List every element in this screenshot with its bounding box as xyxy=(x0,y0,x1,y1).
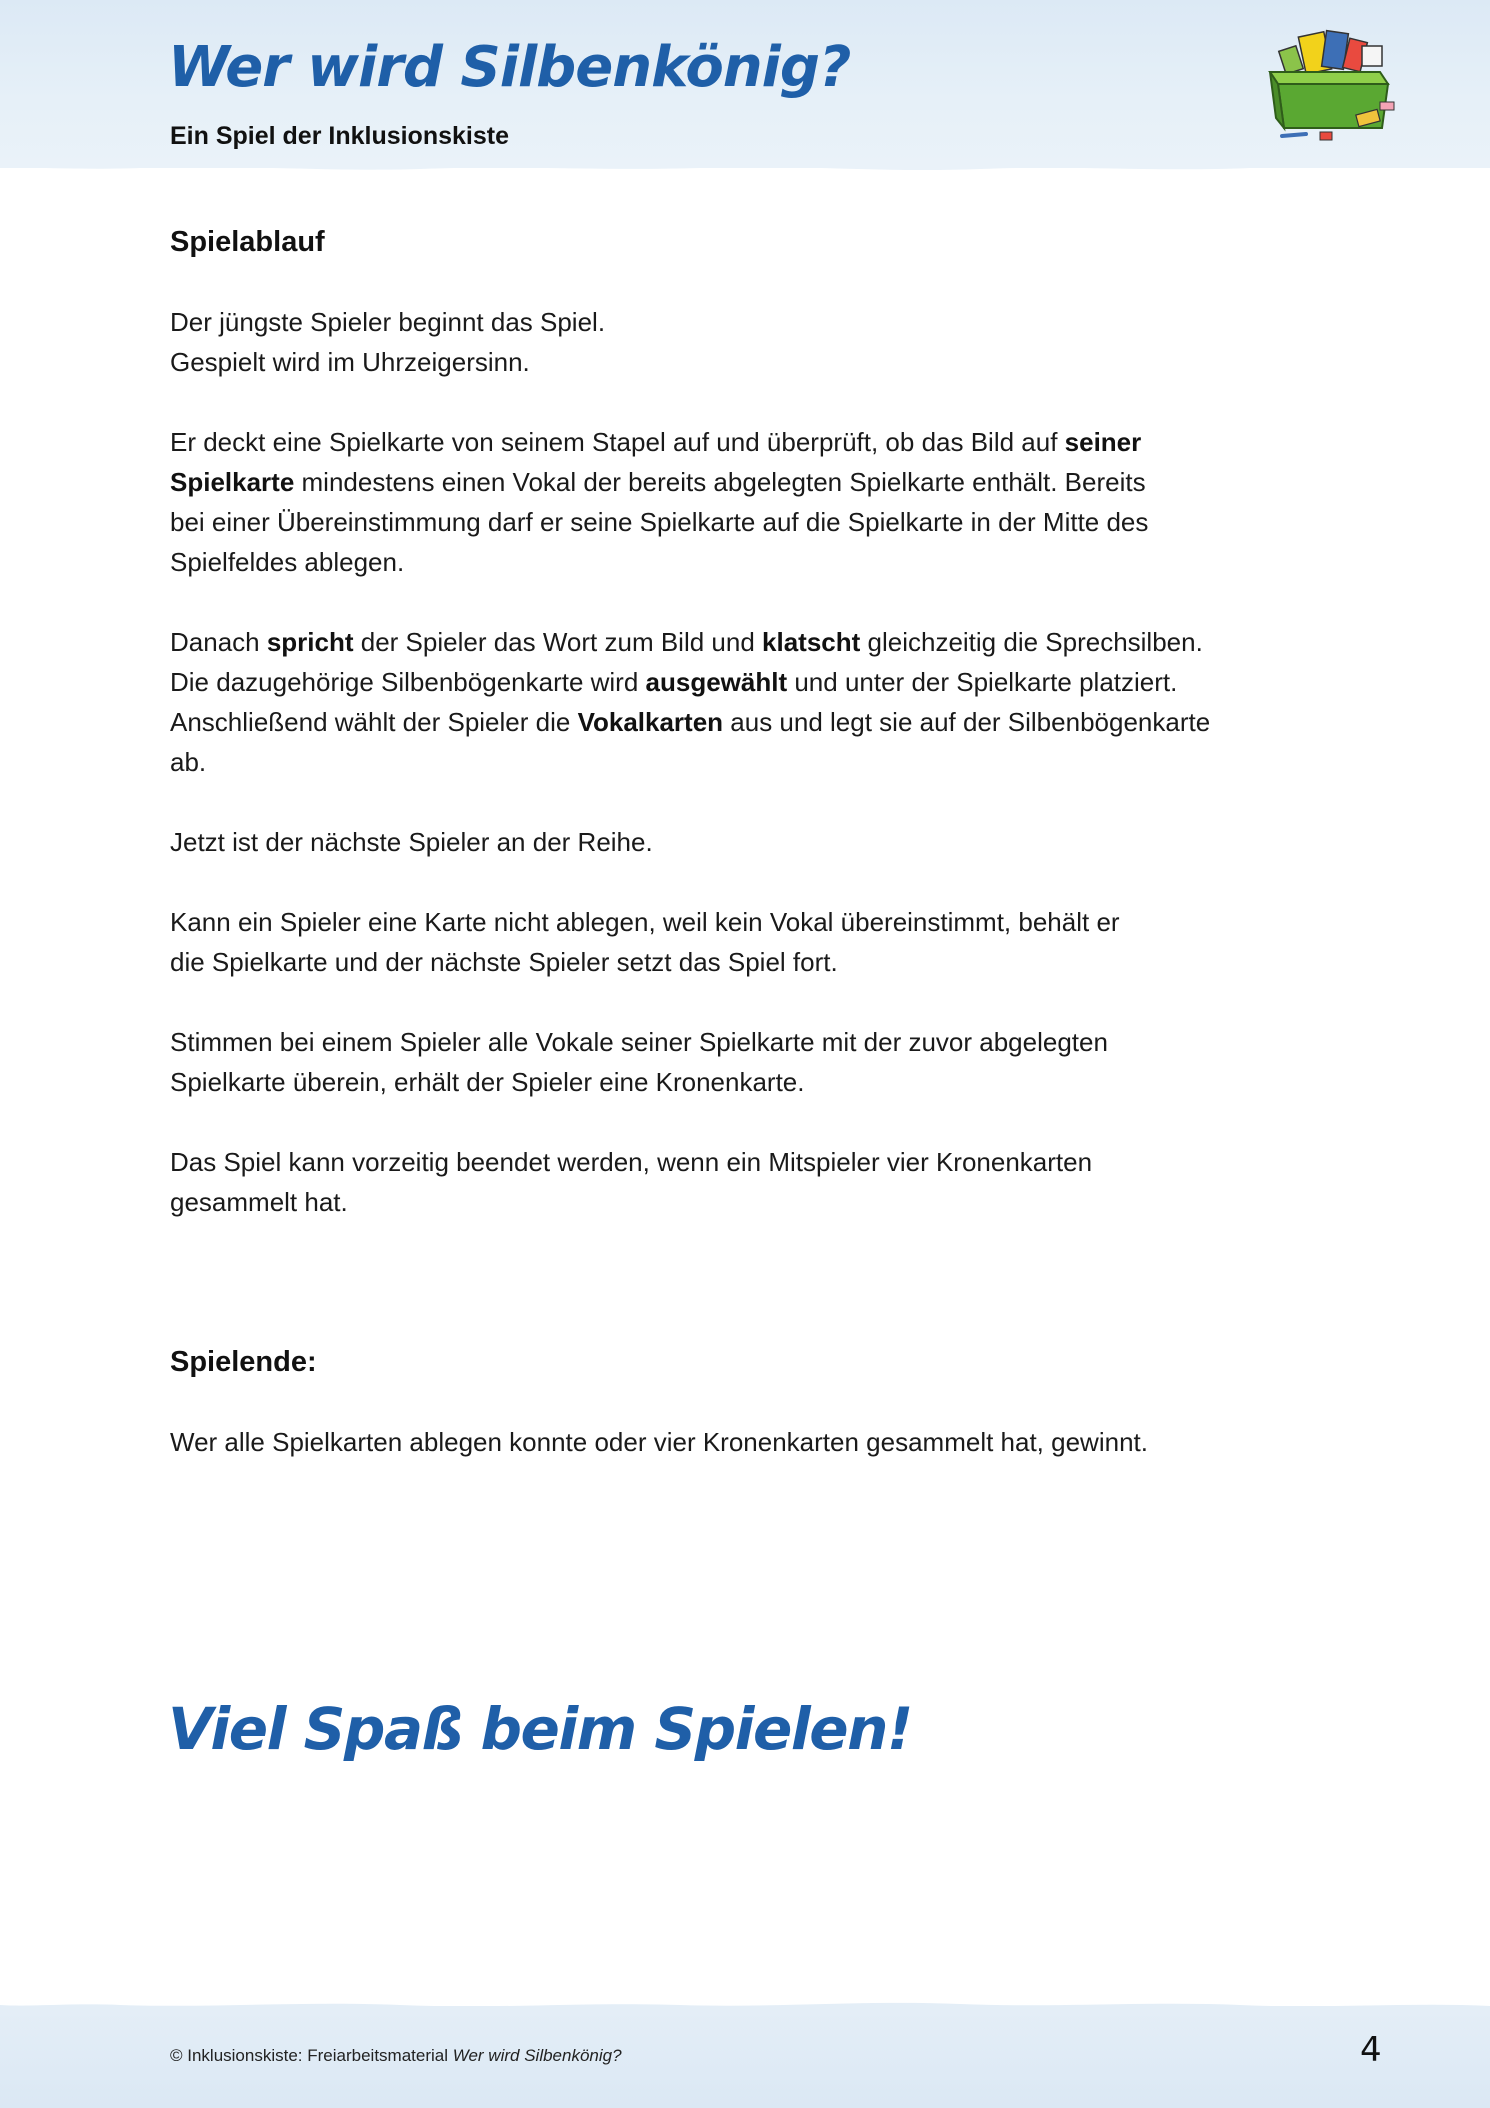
page-title: Wer wird Silbenkönig? xyxy=(168,35,851,100)
paragraph-speak-clap xyxy=(170,622,1400,782)
paragraph-crown-card xyxy=(170,1022,1400,1102)
footer-copyright xyxy=(170,2046,622,2066)
toy-box-icon xyxy=(1262,28,1402,148)
text-fragment: mindestens einen Vokal der bereits abgelegten Spielkarte enthält. Bereits xyxy=(294,467,1146,497)
header-torn-edge xyxy=(0,158,1490,178)
text-line: Kann ein Spieler eine Karte nicht ablegen, weil kein Vokal übereinstimmt, behält er xyxy=(170,907,1120,937)
bold-text: seiner xyxy=(1064,427,1142,457)
text-fragment: und unter der Spielkarte platziert. xyxy=(787,667,1178,697)
text-fragment: gleichzeitig die Sprechsilben. xyxy=(860,627,1203,657)
footer-torn-edge xyxy=(0,1996,1490,2016)
closing-message: Viel Spaß beim Spielen! xyxy=(168,1695,912,1763)
text-fragment: Er deckt eine Spielkarte von seinem Stapel auf und überprüft, ob das Bild auf xyxy=(170,427,1065,457)
text-line: Das Spiel kann vorzeitig beendet werden, wenn ein Mitspieler vier Kronenkarten xyxy=(170,1147,1093,1177)
text-line: Stimmen bei einem Spieler alle Vokale seiner Spielkarte mit der zuvor abgelegten xyxy=(170,1027,1108,1057)
bold-text: Spielkarte xyxy=(170,467,295,497)
text-fragment: Danach xyxy=(170,627,267,657)
page-number: 4 xyxy=(1360,2030,1382,2070)
paragraph-start xyxy=(170,302,1400,382)
paragraph-cannot-play xyxy=(170,902,1400,982)
text-line: Spielkarte überein, erhält der Spieler eine Kronenkarte. xyxy=(170,1067,805,1097)
text-line: Spielfeldes ablegen. xyxy=(170,547,405,577)
paragraph-winner: Wer alle Spielkarten ablegen konnte oder vier Kronenkarten gesammelt hat, gewinnt. xyxy=(170,1427,1148,1457)
text-fragment: aus und legt sie auf der Silbenbögenkarte xyxy=(723,707,1211,737)
paragraph-draw-card xyxy=(170,422,1400,582)
bold-text: klatscht xyxy=(762,627,861,657)
text-fragment: Die dazugehörige Silbenbögenkarte wird xyxy=(170,667,646,697)
text-fragment: der Spieler das Wort zum Bild und xyxy=(353,627,763,657)
text-line: ab. xyxy=(170,747,207,777)
paragraph-early-end xyxy=(170,1142,1400,1222)
bold-text: ausgewählt xyxy=(645,667,788,697)
text-line: Gespielt wird im Uhrzeigersinn. xyxy=(170,347,530,377)
text-line: Der jüngste Spieler beginnt das Spiel. xyxy=(170,307,606,337)
work-title: Wer wird Silbenkönig? xyxy=(452,2046,622,2065)
text-line: bei einer Übereinstimmung darf er seine Spielkarte auf die Spielkarte in der Mitte des xyxy=(170,507,1149,537)
section-heading-spielablauf: Spielablauf xyxy=(170,226,325,258)
text-line: gesammelt hat. xyxy=(170,1187,348,1217)
section-heading-spielende: Spielende: xyxy=(170,1346,317,1378)
copyright-text: © Inklusionskiste: Freiarbeitsmaterial xyxy=(170,2046,453,2065)
bold-text: spricht xyxy=(266,627,354,657)
page-subtitle: Ein Spiel der Inklusionskiste xyxy=(170,122,509,150)
paragraph-next-player: Jetzt ist der nächste Spieler an der Reihe. xyxy=(170,827,653,857)
text-fragment: Anschließend wählt der Spieler die xyxy=(170,707,578,737)
main-content xyxy=(170,222,1400,1462)
text-line: die Spielkarte und der nächste Spieler setzt das Spiel fort. xyxy=(170,947,838,977)
bold-text: Vokalkarten xyxy=(577,707,724,737)
